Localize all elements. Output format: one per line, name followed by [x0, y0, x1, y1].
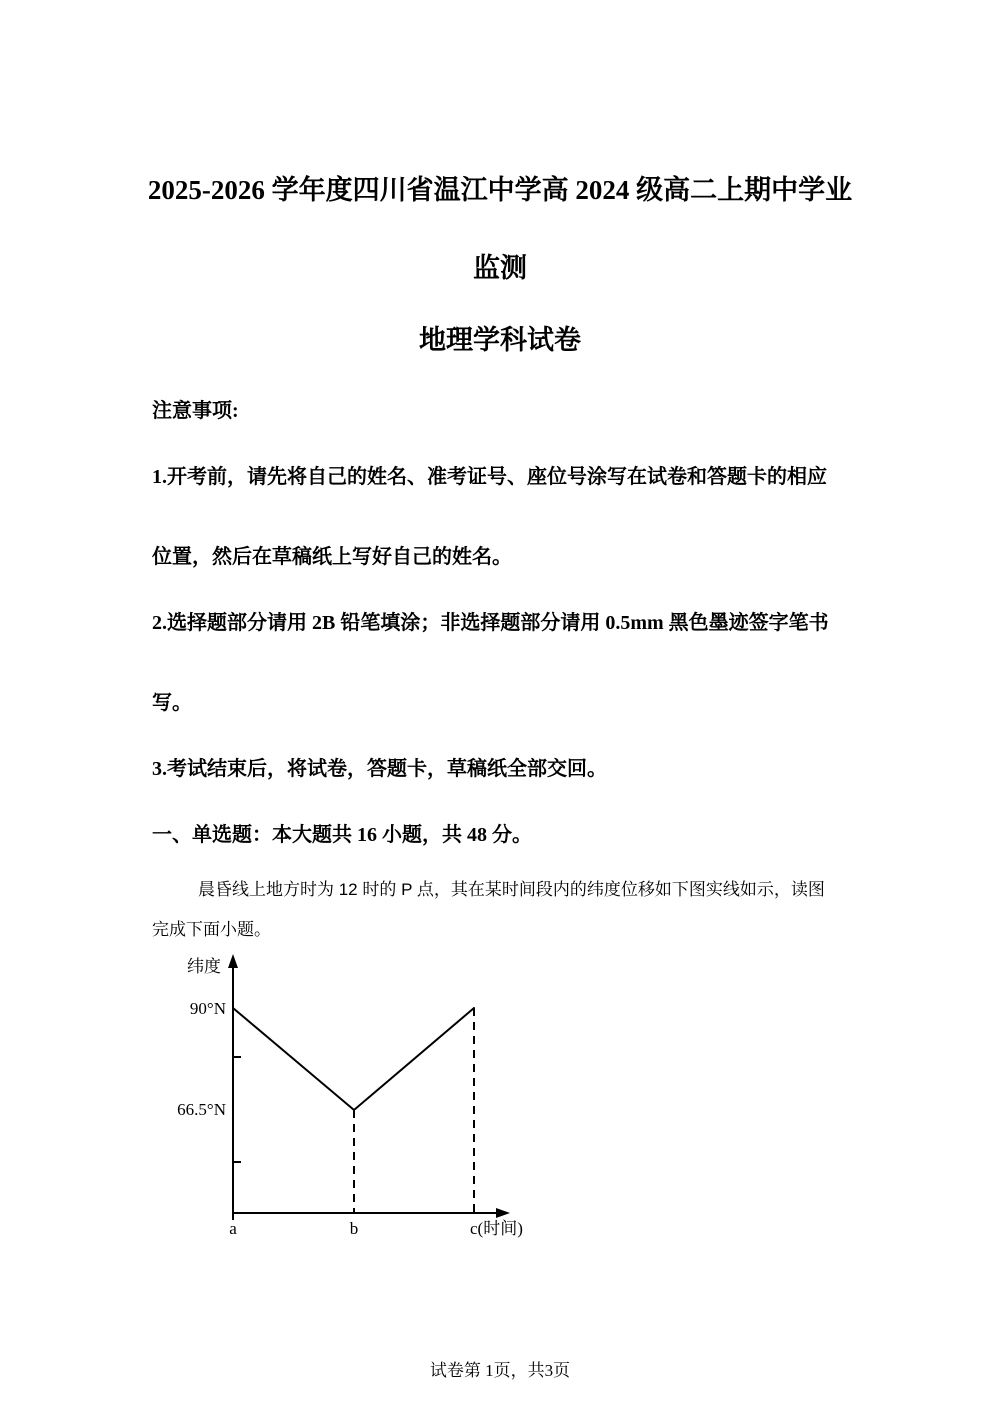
exam-subtitle: 地理学科试卷: [419, 325, 581, 355]
note-item-1-line-1: 1.开考前，请先将自己的姓名、准考证号、座位号涂写在试卷和答题卡的相应: [152, 466, 827, 488]
x-axis-arrow: [496, 1208, 510, 1218]
x-tick-label-b: b: [349, 1219, 359, 1238]
note-item-1-line-2: 位置，然后在草稿纸上写好自己的姓名。: [152, 546, 512, 568]
data-point-a: [232, 1007, 234, 1009]
data-point-b: [353, 1109, 355, 1111]
note-item-2-line-1: 2.选择题部分请用 2B 铅笔填涂；非选择题部分请用 0.5mm 黑色墨迹签字笔书: [152, 612, 829, 634]
exam-title-line1: 2025-2026 学年度四川省温江中学高 2024 级高二上期中学业: [147, 175, 853, 205]
series-line: [233, 1008, 474, 1110]
section-heading: 一、单选题：本大题共 16 小题，共 48 分。: [152, 824, 532, 846]
note-item-3: 3.考试结束后，将试卷，答题卡，草稿纸全部交回。: [152, 758, 607, 780]
latitude-chart: [160, 948, 560, 1248]
question-intro-line-2: 完成下面小题。: [152, 920, 271, 939]
page-footer: 试卷第 1页，共3页: [429, 1361, 571, 1380]
y-tick-label-90: 90°N: [189, 999, 226, 1018]
note-item-2-line-2: 写。: [152, 692, 192, 714]
exam-title-line2: 监测: [473, 253, 527, 283]
data-point-c: [473, 1007, 475, 1009]
y-axis-label: 纬度: [187, 957, 221, 977]
y-tick-label-66-5: 66.5°N: [177, 1100, 226, 1119]
x-tick-label-c: c(时间): [470, 1219, 523, 1238]
x-tick-label-a: a: [229, 1219, 237, 1238]
question-intro-line-1: 晨昏线上地方时为 12 时的 P 点，其在某时间段内的纬度位移如下图实线如示，读图: [198, 880, 825, 899]
y-axis-arrow: [228, 954, 238, 968]
notes-heading: 注意事项:: [152, 400, 239, 422]
